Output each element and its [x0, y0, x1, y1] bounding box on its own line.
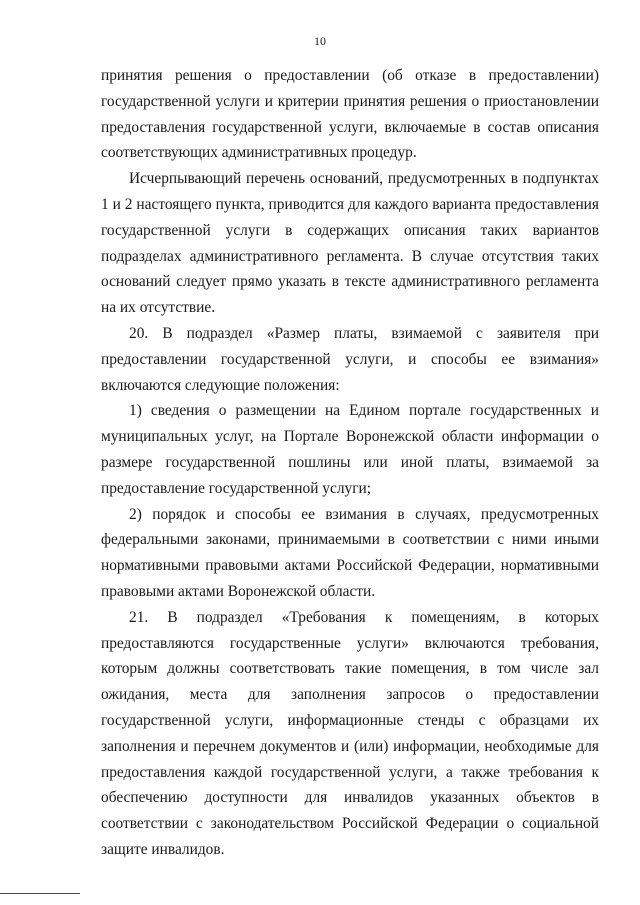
- footer-rule: [0, 893, 80, 894]
- paragraph-grounds-list: Исчерпывающий перечень оснований, предусмотренных в подпунктах 1 и 2 настоящего пункта, приводится для каждого варианта предоставления государственной услуги в содержащих описания таких вариантов подразделах административного регламента. В случае отсутствия таких оснований следует прямо указать в тексте административного регламента на их отсутствие.: [101, 170, 599, 317]
- paragraph-item-21: 21. В подраздел «Требования к помещениям, в которых предоставляются государственные услуги» включаются требования, которым должны соответствовать такие помещения, в том числе зал ожидания, места для заполнения запросов о предоставлении государственной услуги, информационные стенды с образцами их заполнения и перечнем документов и (или) информации, необходимые для предоставления каждой государственной услуги, а также требования к обеспечению доступности для инвалидов указанных объектов в соответствии с законодательством Российской Федерации о социальной защите инвалидов.: [101, 608, 599, 858]
- document-body: [101, 63, 599, 863]
- paragraph-subitem-2: 2) порядок и способы ее взимания в случаях, предусмотренных федеральными законами, принимаемыми в соответствии с ними иными нормативными правовыми актами Российской Федерации, нормативными правовыми актами Воронежской области.: [101, 505, 599, 600]
- paragraph-item-20: 20. В подраздел «Размер платы, взимаемой с заявителя при предоставлении государственной услуги, и способы ее взимания» включаются следующие положения:: [101, 324, 599, 394]
- page-number: 10: [314, 34, 326, 48]
- paragraph-continuation: принятия решения о предоставлении (об отказе в предоставлении) государственной услуги и критерии принятия решения о приостановлении предоставления государственной услуги, включаемые в состав описания соответствующих административных процедур.: [101, 67, 599, 162]
- paragraph-subitem-1: 1) сведения о размещении на Едином портале государственных и муниципальных услуг, на Портале Воронежской области информации о размере государственной пошлины или иной платы, взимаемой за предоставление государственной услуги;: [101, 402, 599, 497]
